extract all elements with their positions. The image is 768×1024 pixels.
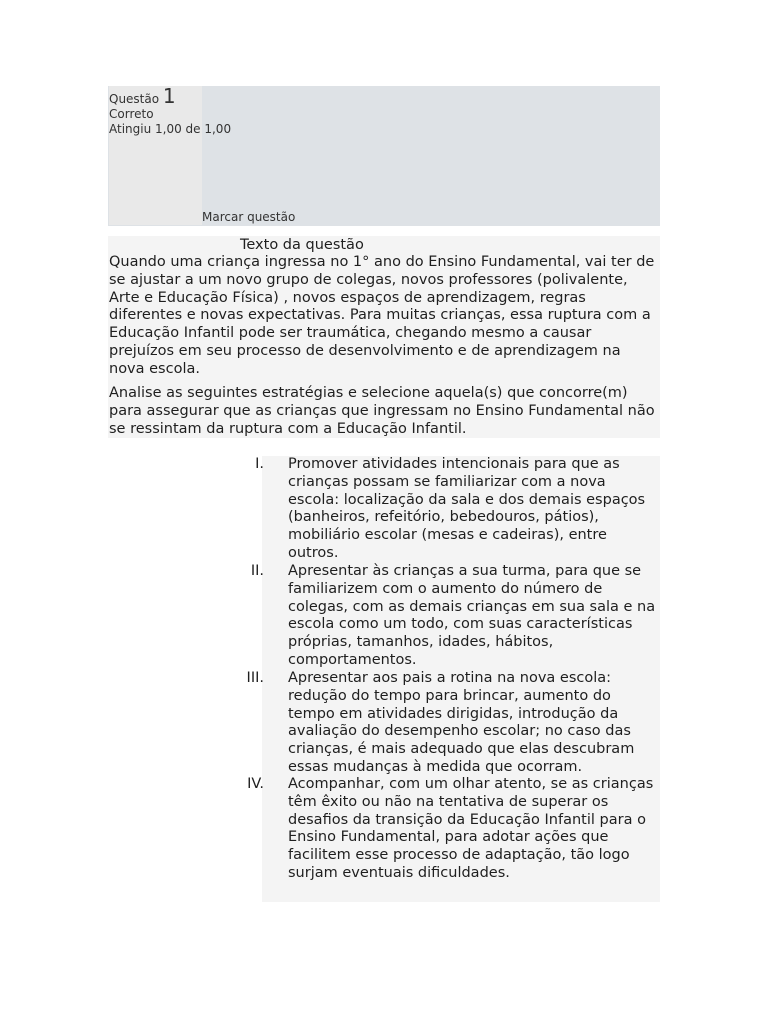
question-status: Correto xyxy=(109,107,154,121)
statement-numeral: III. xyxy=(246,670,264,686)
statement-text: Promover atividades intencionais para que as crianças possam se familiarizar com a nova escola: localização da sala e dos demais espaços (banheiros, refeitório, bebedouros, pátios), mobiliário escolar (mesas e cadeiras), entre outros. xyxy=(288,456,646,561)
question-info-panel xyxy=(108,86,660,226)
question-grade: Atingiu 1,00 de 1,00 xyxy=(109,122,232,136)
question-text-heading: Texto da questão xyxy=(240,237,364,253)
flag-question-link[interactable]: Marcar questão xyxy=(202,210,296,224)
statements-list xyxy=(246,456,660,902)
question-paragraph-2: Analise as seguintes estratégias e selecione aquela(s) que concorre(m) para assegurar que as crianças que ingressam no Ensino Fundamental não se ressintam da ruptura com a Educação Infantil. xyxy=(109,385,655,437)
question-label: Questão xyxy=(109,92,160,106)
statement-text: Acompanhar, com um olhar atento, se as crianças têm êxito ou não na tentativa de superar os desafios da transição da Educação Infantil para o Ensino Fundamental, para adotar ações que facilitem esse processo de adaptação, tão logo surjam eventuais dificuldades. xyxy=(288,776,654,881)
question-text-panel xyxy=(108,236,660,438)
statement-numeral: IV. xyxy=(247,776,264,792)
statement-text: Apresentar às crianças a sua turma, para que se familiarizem com o aumento do número de colegas, com as demais crianças em sua sala e na escola como um todo, com suas características próprias, tamanhos, idades, hábitos, comportamentos. xyxy=(288,563,656,668)
statement-numeral: II. xyxy=(250,563,264,579)
question-paragraph-1: Quando uma criança ingressa no 1° ano do Ensino Fundamental, vai ter de se ajustar a um novo grupo de colegas, novos professores (polivalente, Arte e Educação Física) , novos espaços de aprendizagem, regras diferentes e novas expectativas. Para muitas crianças, essa ruptura com a Educação Infantil pode ser traumática, chegando mesmo a causar prejuízos em seu processo de desenvolvimento e de aprendizagem na nova escola. xyxy=(109,254,655,377)
question-info-text xyxy=(109,84,232,137)
question-number: 1 xyxy=(162,84,176,108)
statement-text: Apresentar aos pais a rotina na nova escola: redução do tempo para brincar, aumento do tempo em atividades dirigidas, introdução da avaliação do desempenho escolar; no caso das crianças, é mais adequado que elas descubram essas mudanças à medida que ocorram. xyxy=(288,670,635,775)
statement-numeral: I. xyxy=(255,456,264,472)
